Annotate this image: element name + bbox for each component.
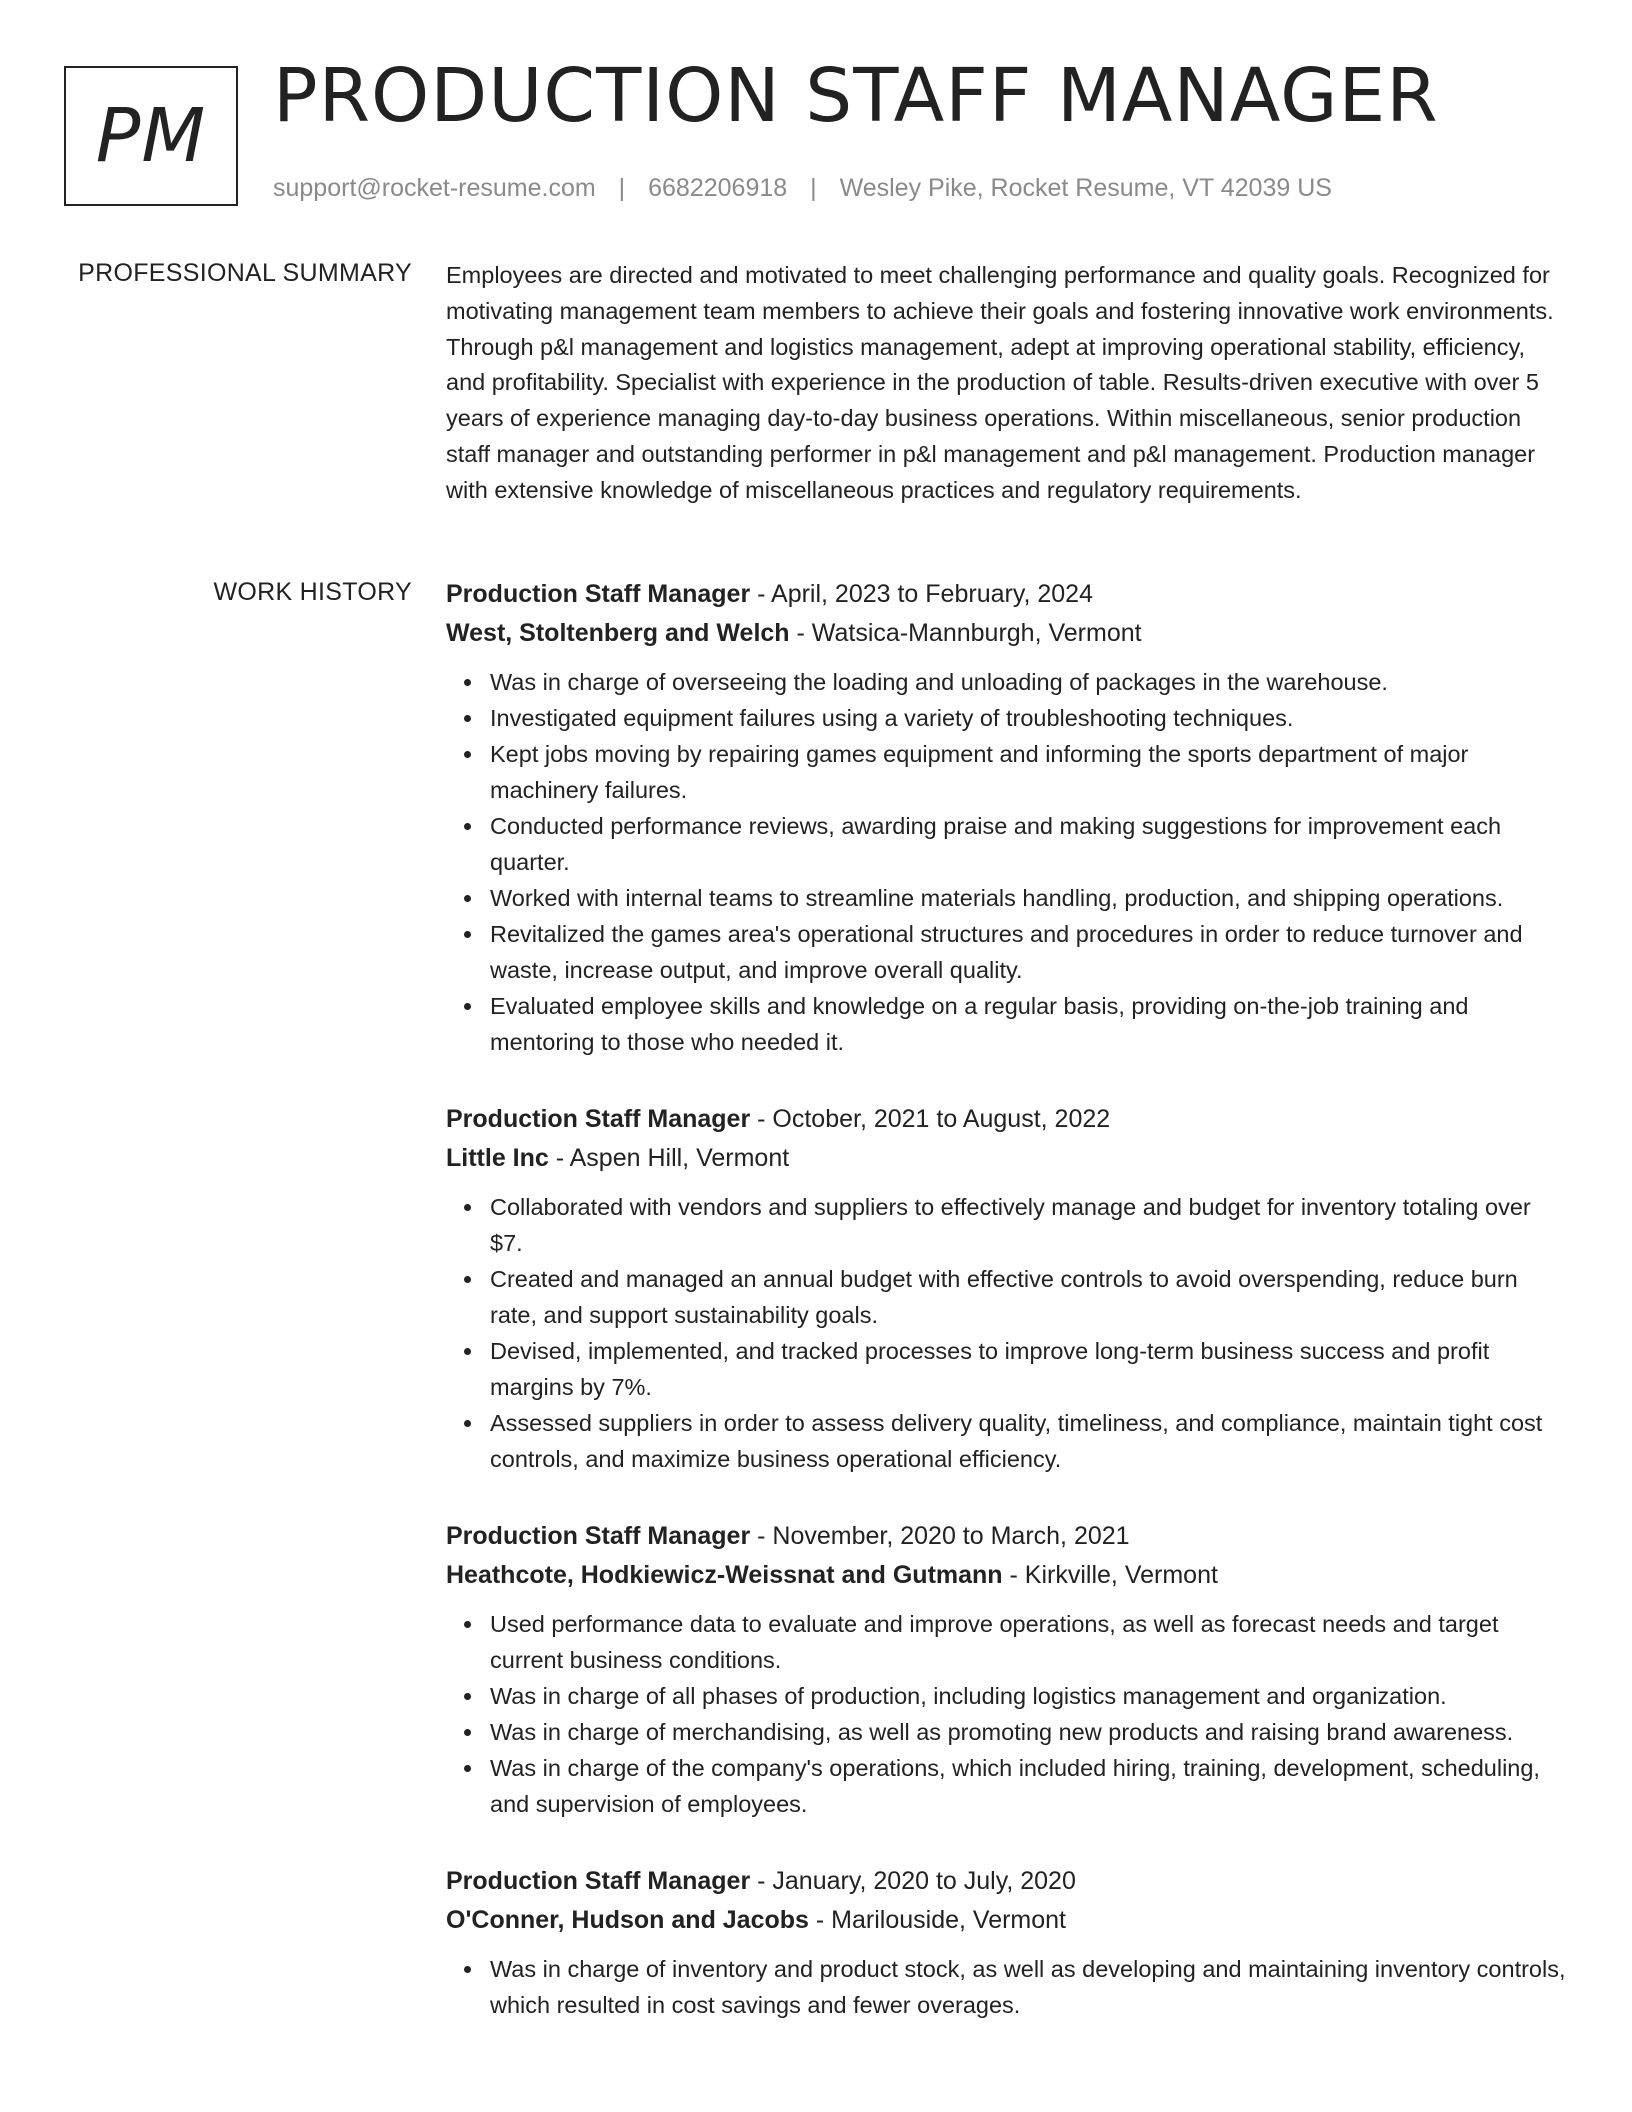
job-title-line <box>446 1862 1566 1901</box>
job-bullet: Was in charge of the company's operations, which included hiring, training, development, scheduling, and supervision of employees. <box>490 1750 1566 1822</box>
job-bullet: Was in charge of all phases of production, including logistics management and organization. <box>490 1678 1566 1714</box>
contact-address: Wesley Pike, Rocket Resume, VT 42039 US <box>839 174 1332 202</box>
job-dates: - January, 2020 to July, 2020 <box>750 1867 1076 1895</box>
job-bullet: Conducted performance reviews, awarding praise and making suggestions for improvement each quarter. <box>490 808 1566 880</box>
job-company-line <box>446 1901 1566 1940</box>
job-company-line <box>446 1556 1566 1595</box>
job-bullet-list <box>446 1951 1566 2023</box>
job-title: Production Staff Manager <box>446 1867 751 1895</box>
job-bullet: Was in charge of inventory and product stock, as well as developing and maintaining inventory controls, which resulted in cost savings and fewer overages. <box>490 1951 1566 2023</box>
job-bullet: Revitalized the games area's operational structures and procedures in order to reduce turnover and waste, increase output, and improve overall quality. <box>490 916 1566 988</box>
monogram-box <box>64 66 238 206</box>
job-bullet: Evaluated employee skills and knowledge on a regular basis, providing on-the-job training and mentoring to those who needed it. <box>490 988 1566 1060</box>
job-bullet: Created and managed an annual budget with effective controls to avoid overspending, reduce burn rate, and support sustainability goals. <box>490 1261 1566 1333</box>
job-bullet: Used performance data to evaluate and improve operations, as well as forecast needs and target current business conditions. <box>490 1606 1566 1678</box>
monogram-initials: PM <box>95 93 207 179</box>
job-bullet: Worked with internal teams to streamline materials handling, production, and shipping operations. <box>490 880 1566 916</box>
job-company-line <box>446 1139 1566 1178</box>
contact-separator: | <box>618 174 626 202</box>
job-title-line <box>446 575 1566 614</box>
job-title-line <box>446 1100 1566 1139</box>
job-bullet: Was in charge of merchandising, as well as promoting new products and raising brand awareness. <box>490 1714 1566 1750</box>
job-location: - Kirkville, Vermont <box>1002 1561 1218 1589</box>
job-location: - Aspen Hill, Vermont <box>548 1144 790 1172</box>
job-dates: - November, 2020 to March, 2021 <box>750 1522 1130 1550</box>
job-company-line <box>446 614 1566 653</box>
work-history-section <box>446 575 1566 2063</box>
job-bullet: Devised, implemented, and tracked processes to improve long-term business success and profit margins by 7%. <box>490 1333 1566 1405</box>
summary-section <box>446 258 1566 509</box>
contact-separator: | <box>810 174 817 202</box>
job-bullet: Kept jobs moving by repairing games equipment and informing the sports department of major machinery failures. <box>490 736 1566 808</box>
job-company: West, Stoltenberg and Welch <box>446 619 790 647</box>
job-dates: - October, 2021 to August, 2022 <box>750 1105 1111 1133</box>
job-bullet: Investigated equipment failures using a variety of troubleshooting techniques. <box>490 700 1566 736</box>
job-bullet-list <box>446 1189 1566 1477</box>
job-company: Little Inc <box>446 1144 549 1172</box>
job-bullet: Was in charge of overseeing the loading and unloading of packages in the warehouse. <box>490 664 1566 700</box>
job-entry <box>446 1100 1566 1477</box>
job-title: Production Staff Manager <box>446 1522 751 1550</box>
job-entry <box>446 1517 1566 1822</box>
resume-name-title: PRODUCTION STAFF MANAGER <box>273 53 1439 139</box>
job-location: - Watsica-Mannburgh, Vermont <box>789 619 1142 647</box>
work-history-section-label: WORK HISTORY <box>213 578 412 606</box>
job-entry <box>446 1862 1566 2023</box>
job-bullet: Assessed suppliers in order to assess delivery quality, timeliness, and compliance, maintain tight cost controls, and maximize business operational efficiency. <box>490 1405 1566 1477</box>
job-title: Production Staff Manager <box>446 1105 751 1133</box>
job-entry <box>446 575 1566 1060</box>
job-company: O'Conner, Hudson and Jacobs <box>446 1906 809 1934</box>
job-bullet: Collaborated with vendors and suppliers to effectively manage and budget for inventory totaling over $7. <box>490 1189 1566 1261</box>
summary-text: Employees are directed and motivated to meet challenging performance and quality goals. Recognized for motivating management team members to achieve their goals and fostering innovative work environments. Through p&l management and logistics management, adept at improving operational stability, efficiency, and profitability. Specialist with experience in the production of table. Results-driven executive with over 5 years of experience managing day-to-day business operations. Within miscellaneous, senior production staff manager and outstanding performer in p&l management and p&l management. Production manager with extensive knowledge of miscellaneous practices and regulatory requirements. <box>446 262 1554 503</box>
job-title-line <box>446 1517 1566 1556</box>
job-dates: - April, 2023 to February, 2024 <box>750 580 1093 608</box>
contact-line <box>273 174 1332 203</box>
job-company: Heathcote, Hodkiewicz-Weissnat and Gutmann <box>446 1561 1003 1589</box>
job-bullet-list <box>446 1606 1566 1822</box>
job-list <box>446 575 1566 2023</box>
summary-section-label: PROFESSIONAL SUMMARY <box>78 259 412 287</box>
job-location: - Marilouside, Vermont <box>808 1906 1066 1934</box>
job-bullet-list <box>446 664 1566 1060</box>
job-title: Production Staff Manager <box>446 580 751 608</box>
contact-email[interactable]: support@rocket-resume.com <box>273 174 596 202</box>
contact-phone[interactable]: 6682206918 <box>648 174 788 202</box>
